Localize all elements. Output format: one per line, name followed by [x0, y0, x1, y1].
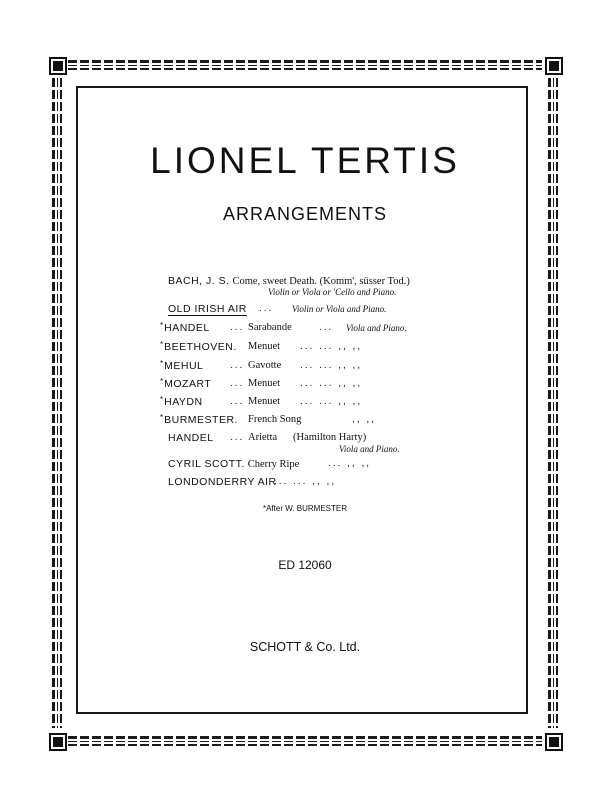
leader-dots: ... [230, 378, 245, 389]
list-item [160, 414, 238, 426]
piece-title: Arietta [248, 432, 278, 443]
list-item [160, 360, 203, 372]
corner-ornament [49, 733, 67, 751]
list-item [168, 458, 299, 470]
list-item [168, 476, 277, 488]
leader-dots: ... [230, 360, 245, 371]
leader-dots: ,, ,, [352, 414, 376, 425]
leader-dots: ... [319, 322, 334, 333]
composer-name: OLD IRISH AIR [168, 303, 247, 315]
composer-name: MOZART [164, 378, 212, 390]
publisher-name: SCHOTT & Co. Ltd. [249, 640, 361, 654]
leader-dots: ... ... ,, ,, [300, 360, 363, 371]
piece-title: French Song [248, 414, 302, 425]
composer-name: LONDONDERRY AIR [168, 476, 277, 488]
leader-dots: ... ... ,, ,, [300, 378, 363, 389]
leader-dots: ... [230, 396, 245, 407]
piece-title: Gavotte [248, 360, 282, 371]
list-item [160, 322, 210, 334]
instrumentation-note: Violin or Viola and Piano. [292, 304, 387, 314]
footnote-star: * [160, 340, 164, 349]
composer-name: HAYDN [164, 396, 203, 408]
cover-title: LIONEL TERTIS [150, 140, 460, 181]
footnote-star: * [160, 321, 164, 330]
list-item [160, 341, 237, 353]
arranger-credit: (Hamilton Harty) [293, 432, 367, 443]
border-bottom [68, 736, 542, 746]
corner-ornament [545, 57, 563, 75]
instrumentation-note: Viola and Piano. [346, 323, 407, 333]
leader-dots: ... [230, 322, 245, 333]
list-item [168, 303, 247, 315]
footnote-star: * [160, 395, 164, 404]
border-top [68, 60, 542, 70]
composer-name: HANDEL [168, 432, 214, 444]
instrumentation-note: Viola and Piano. [339, 444, 400, 454]
leader-dots: ... [259, 303, 274, 314]
composer-name: BACH, J. S. [168, 275, 230, 287]
corner-ornament [49, 57, 67, 75]
footnote-star: * [160, 359, 164, 368]
piece-title: Menuet [248, 341, 281, 352]
piece-title: Come, sweet Death. (Komm', süsser Tod.) [232, 276, 410, 287]
leader-dots: ... ... ,, ,, [300, 341, 363, 352]
composer-name: HANDEL [164, 322, 210, 334]
footnote-star: * [160, 377, 164, 386]
list-item [168, 275, 410, 287]
list-item [160, 396, 203, 408]
composer-name: BURMESTER. [164, 414, 238, 426]
composer-name: BEETHOVEN. [164, 341, 237, 353]
catalog-number: ED 12060 [278, 558, 332, 572]
piece-title: Menuet [248, 396, 281, 407]
list-item [168, 432, 214, 444]
list-item [160, 378, 211, 390]
leader-dots: ... ... ,, ,, [274, 476, 337, 487]
leader-dots: ... ,, ,, [328, 458, 372, 469]
composer-name: CYRIL SCOTT. [168, 458, 245, 470]
corner-ornament [545, 733, 563, 751]
cover-subtitle: ARRANGEMENTS [222, 204, 387, 224]
footnote-star: * [160, 413, 164, 422]
leader-dots: ... [230, 432, 245, 443]
instrumentation-note: Violin or Viola or 'Cello and Piano. [268, 287, 397, 297]
piece-title: Cherry Ripe [247, 459, 300, 470]
piece-title: Sarabande [248, 322, 292, 333]
composer-name: MEHUL [164, 360, 204, 372]
leader-dots: ... ... ,, ,, [300, 396, 363, 407]
piece-title: Menuet [248, 378, 281, 389]
footnote: *After W. BURMESTER [262, 504, 347, 513]
